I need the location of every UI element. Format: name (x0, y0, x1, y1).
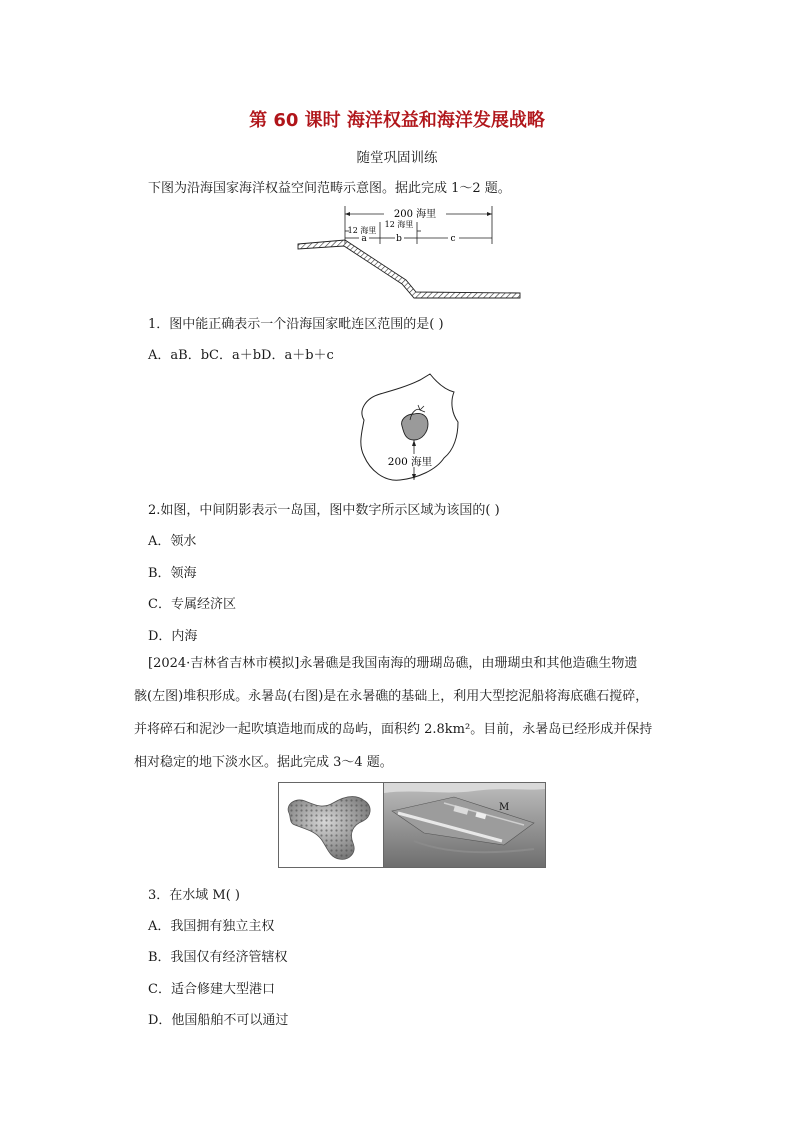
photo-pair-figure (278, 782, 546, 868)
island-nation-diagram (354, 370, 464, 485)
coral-photo (279, 783, 383, 867)
label-12-nautical-miles-a: 12 海里 (347, 226, 377, 235)
intro-text-1: 下图为沿海国家海洋权益空间范畴示意图。据此完成 1～2 题。 (148, 181, 511, 196)
page-title: 第 60 课时 海洋权益和海洋发展战略 (249, 110, 545, 131)
aerial-island-photo (384, 783, 545, 867)
question-2-stem: 2.如图，中间阴影表示一岛国，图中数字所示区域为该国的( ) (148, 503, 500, 518)
section-subtitle: 随堂巩固训练 (356, 150, 438, 166)
question-3-option-a: A．我国拥有独立主权 (148, 919, 275, 934)
segment-a-label: a (361, 234, 367, 244)
question-3-option-b: B．我国仅有经济管辖权 (148, 950, 288, 965)
island-shape (402, 413, 428, 440)
seabed-profile (298, 240, 520, 298)
segment-c-label: c (450, 234, 456, 244)
question-1-stem: 1．图中能正确表示一个沿海国家毗连区范围的是( ) (148, 317, 444, 332)
question-2-option-c: C．专属经济区 (148, 597, 236, 612)
water-area-m-marker: M (499, 802, 510, 813)
reading-passage (134, 647, 658, 779)
segment-b-label: b (396, 234, 402, 244)
passage-line-3: 并将碎石和泥沙一起吹填造地而成的岛屿，面积约 2.8km²。目前，永暑岛已经形成并保持 (134, 722, 653, 737)
question-2-option-d: D．内海 (148, 629, 198, 644)
maritime-zones-diagram (296, 202, 526, 302)
question-3-stem: 3．在水域 M( ) (148, 888, 240, 903)
passage-line-4: 相对稳定的地下淡水区。据此完成 3～4 题。 (134, 755, 393, 770)
question-3-option-d: D．他国船舶不可以通过 (148, 1013, 289, 1028)
question-1-options: A．aB．bC．a＋bD．a＋b＋c (148, 348, 334, 363)
label-200-nautical-miles: 200 海里 (393, 209, 437, 220)
label-200-nautical-miles: 200 海里 (387, 456, 433, 468)
question-3-option-c: C．适合修建大型港口 (148, 982, 275, 997)
label-12-nautical-miles-b: 12 海里 (384, 220, 414, 229)
passage-line-1: [2024·吉林省吉林市模拟]永暑礁是我国南海的珊瑚岛礁，由珊瑚虫和其他造礁生物遗 (148, 656, 638, 671)
passage-line-2: 骸(左图)堆积形成。永暑岛(右图)是在永暑礁的基础上，利用大型挖泥船将海底礁石搅碎， (134, 689, 649, 704)
question-2-option-a: A．领水 (148, 534, 197, 549)
question-2-option-b: B．领海 (148, 566, 197, 581)
